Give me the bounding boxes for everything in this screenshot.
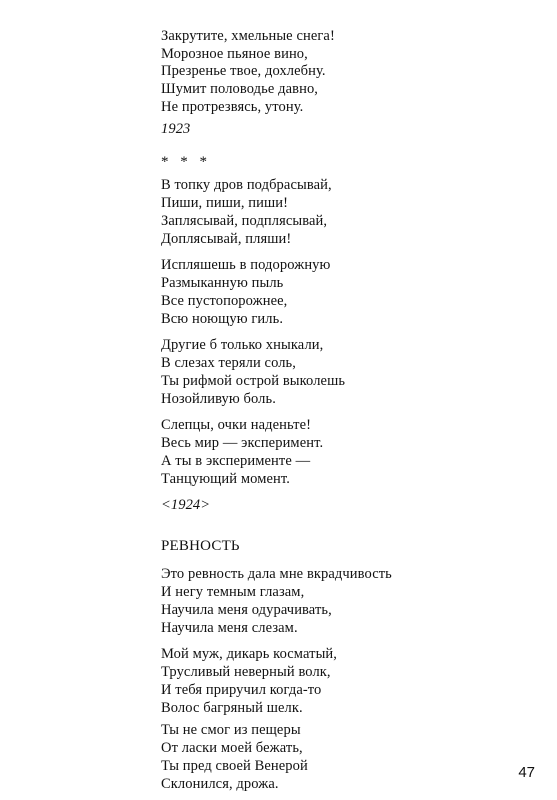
poem-date: <1924> bbox=[161, 497, 211, 513]
poem-line: Закрутите, хмельные снега! bbox=[161, 28, 335, 44]
poem-title: РЕВНОСТЬ bbox=[161, 538, 240, 554]
poem-line: Научила меня одурачивать, bbox=[161, 602, 332, 618]
poem-line: И тебя приручил когда-то bbox=[161, 682, 322, 698]
poem-line: Размыканную пыль bbox=[161, 275, 284, 291]
poem-line: Ты рифмой острой выколешь bbox=[161, 373, 346, 389]
poem-line: Слепцы, очки наденьте! bbox=[161, 417, 312, 433]
poem-line: Всю ноющую гиль. bbox=[161, 311, 284, 327]
poem-line: Весь мир — эксперимент. bbox=[161, 435, 324, 451]
poem-date: 1923 bbox=[161, 121, 191, 137]
poem-line: Испляшешь в подорожную bbox=[161, 257, 331, 273]
poem-line: Ты пред своей Венерой bbox=[161, 758, 308, 774]
poem-line: Волос багряный шелк. bbox=[161, 700, 303, 716]
poem-line: Научила меня слезам. bbox=[161, 620, 298, 636]
poem-line: В топку дров подбрасывай, bbox=[161, 177, 332, 193]
poem-line: Все пустопорожнее, bbox=[161, 293, 288, 309]
poem-line: А ты в эксперименте — bbox=[161, 453, 311, 469]
poem-line: Это ревность дала мне вкрадчивость bbox=[161, 566, 392, 582]
poem-line: Склонился, дрожа. bbox=[161, 776, 279, 792]
poem-line: Танцующий момент. bbox=[161, 471, 290, 487]
poem-line: Морозное пьяное вино, bbox=[161, 46, 308, 62]
poem-line: Шумит половодье давно, bbox=[161, 81, 319, 97]
poem-line: Трусливый неверный волк, bbox=[161, 664, 331, 680]
poem-line: Ты не смог из пещеры bbox=[161, 722, 301, 738]
poem-line: Заплясывай, подплясывай, bbox=[161, 213, 328, 229]
poem-line: Нозойливую боль. bbox=[161, 391, 276, 407]
poem-line: Другие б только хныкали, bbox=[161, 337, 324, 353]
poem-line: Мой муж, дикарь косматый, bbox=[161, 646, 338, 662]
section-separator: * * * bbox=[161, 154, 211, 170]
poem-line: В слезах теряли соль, bbox=[161, 355, 296, 371]
poem-line: Доплясывай, пляши! bbox=[161, 231, 292, 247]
poem-line: Не протрезвясь, утону. bbox=[161, 99, 304, 115]
poem-line: И негу темным глазам, bbox=[161, 584, 305, 600]
poem-line: От ласки моей бежать, bbox=[161, 740, 303, 756]
page-number: 47 bbox=[518, 764, 535, 781]
poem-line: Пиши, пиши, пиши! bbox=[161, 195, 289, 211]
poem-line: Презренье твое, дохлебну. bbox=[161, 63, 326, 79]
